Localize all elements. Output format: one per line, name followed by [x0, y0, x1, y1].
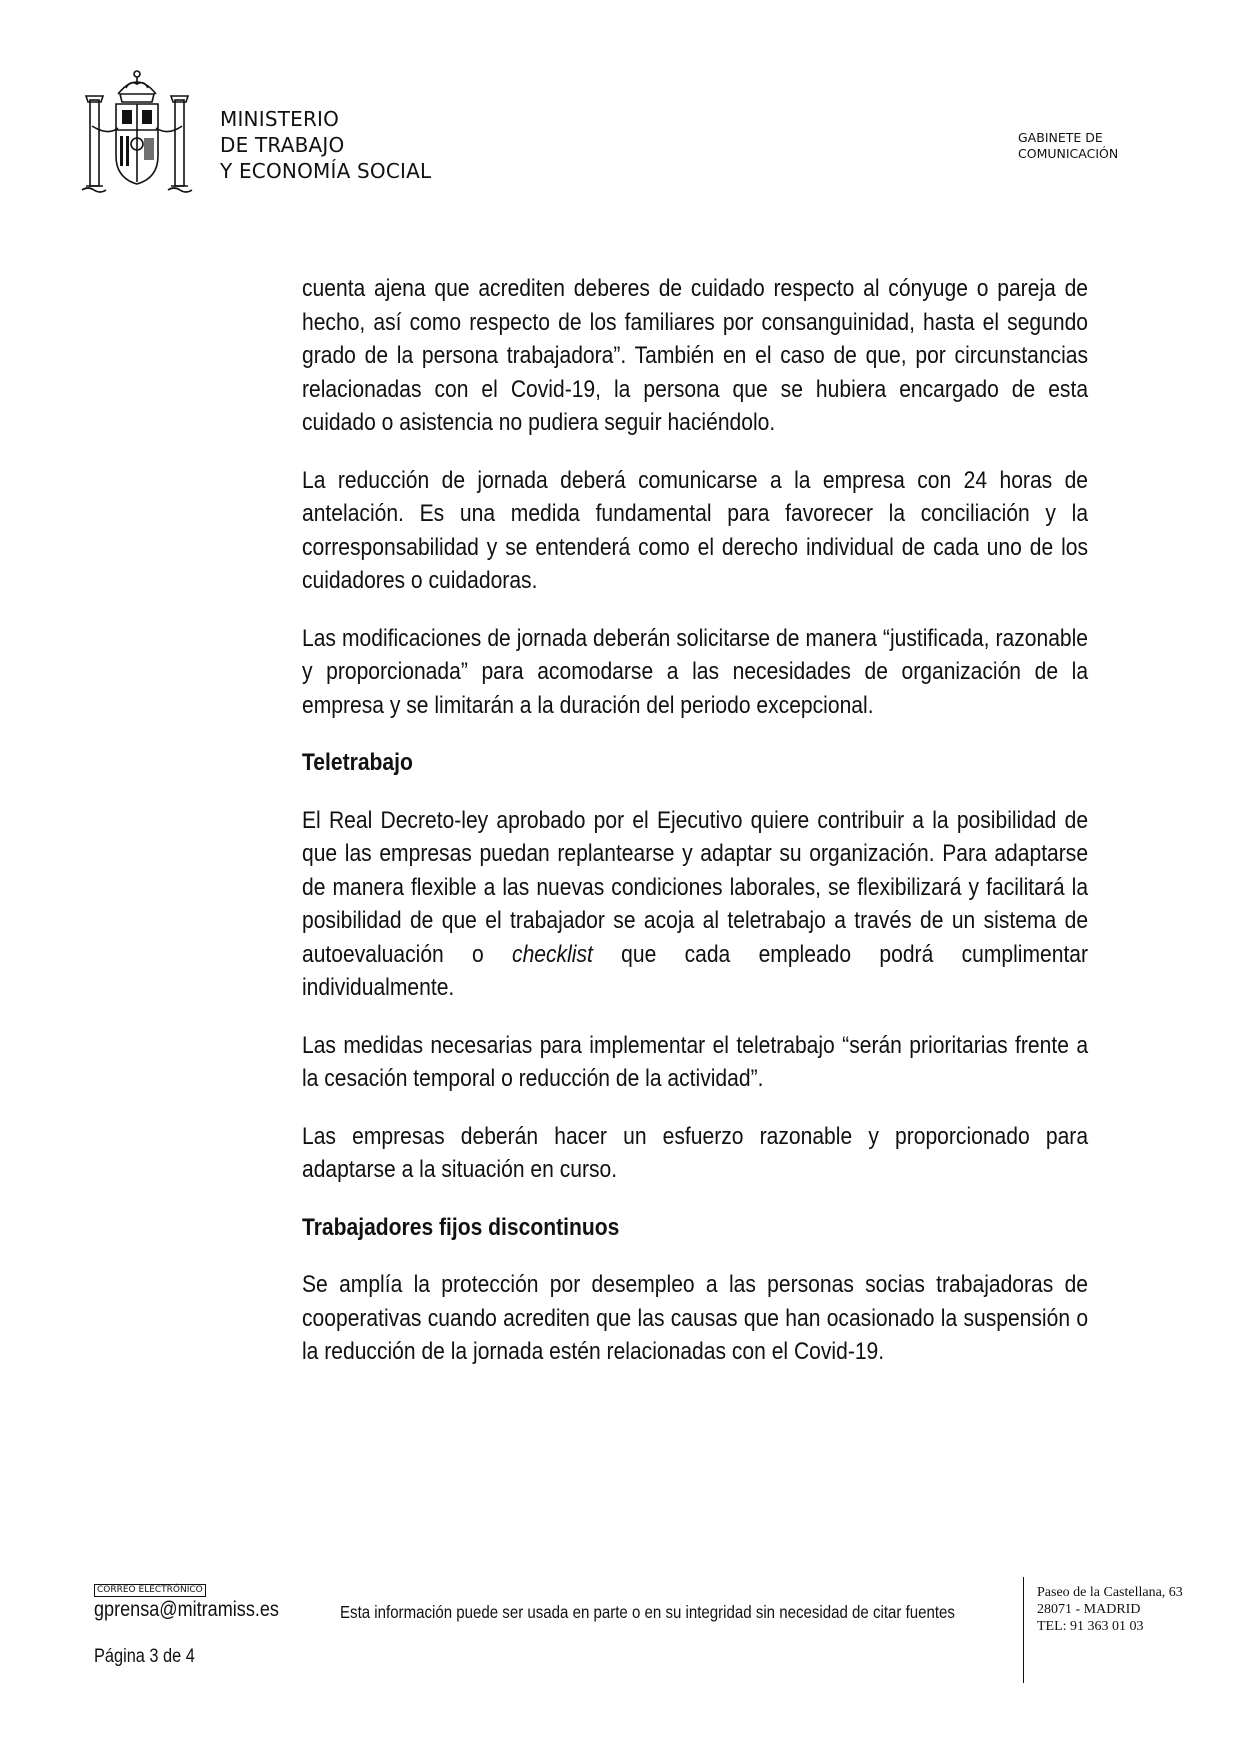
department-line-1: GABINETE DE [1018, 130, 1103, 145]
department-line-2: COMUNICACIÓN [1018, 146, 1119, 161]
paragraph-7: Se amplía la protección por desempleo a las personas socias trabajadoras de cooperativas cuando acrediten que las causas que han ocasionado la suspensión o la reducción de la jornada estén relacionadas con el Covid-19. [302, 1271, 1089, 1365]
coat-of-arms-logo [78, 66, 196, 196]
address-line-3: TEL: 91 363 01 03 [1037, 1619, 1144, 1634]
address-block [1037, 1584, 1183, 1635]
ministry-name [220, 106, 431, 184]
usage-note: Esta información puede ser usada en parte o en su integridad sin necesidad de citar fuentes [340, 1602, 955, 1622]
heading-teletrabajo: Teletrabajo [302, 749, 413, 776]
paragraph-1: cuenta ajena que acrediten deberes de cuidado respecto al cónyuge o pareja de hecho, así como respecto de los familiares por consanguinidad, hasta el segundo grado de la persona trabajadora”. También en el caso de que, por circunstancias relacionadas con el Covid-19, la persona que se hubiera encargado de esta cuidado o asistencia no pudiera seguir haciéndolo. [302, 275, 1089, 436]
document-body [302, 272, 1088, 1393]
department-name [1018, 130, 1118, 162]
paragraph-3: Las modificaciones de jornada deberán solicitarse de manera “justificada, razonable y proporcionada” para acomodarse a las necesidades de organización de la empresa y se limitarán a la duración del periodo excepcional. [302, 624, 1089, 719]
paragraph-5: Las medidas necesarias para implementar el teletrabajo “serán prioritarias frente a la cesación temporal o reducción de la actividad”. [302, 1031, 1089, 1092]
paragraph-2: La reducción de jornada deberá comunicarse a la empresa con 24 horas de antelación. Es una medida fundamental para favorecer la conciliación y la corresponsabilidad y se entenderá como el derecho individual de cada uno de los cuidadores o cuidadoras. [302, 466, 1089, 594]
page-number: Página 3 de 4 [94, 1646, 195, 1667]
paragraph-4-text-a: El Real Decreto-ley aprobado por el Ejecutivo quiere contribuir a la posibilidad de que las empresas puedan replantearse y adaptar su organización. Para adaptarse de manera flexible a las nuevas condiciones laborales, se flexibilizará y facilitará la posibilidad de que el trabajador se acoja al teletrabajo a través de un sistema de autoevaluación o [302, 806, 1089, 968]
email-link[interactable]: gprensa@mitramiss.es [94, 1598, 279, 1621]
paragraph-4 [302, 804, 1088, 1005]
address-line-1: Paseo de la Castellana, 63 [1037, 1585, 1183, 1600]
paragraph-4-text-b: que cada empleado podrá cumplimentar individualmente. [302, 940, 1089, 1001]
ministry-line-1: MINISTERIO [220, 107, 340, 131]
email-label: CORREO ELECTRÓNICO [94, 1584, 206, 1597]
footer-divider [1023, 1577, 1024, 1683]
address-line-2: 28071 - MADRID [1037, 1602, 1141, 1617]
ministry-line-2: DE TRABAJO [220, 133, 345, 157]
heading-fijos-discontinuos: Trabajadores fijos discontinuos [302, 1213, 620, 1241]
ministry-line-3: Y ECONOMÍA SOCIAL [220, 159, 432, 183]
paragraph-6: Las empresas deberán hacer un esfuerzo razonable y proporcionado para adaptarse a la situación en curso. [302, 1122, 1089, 1183]
paragraph-4-italic: checklist [512, 940, 593, 968]
